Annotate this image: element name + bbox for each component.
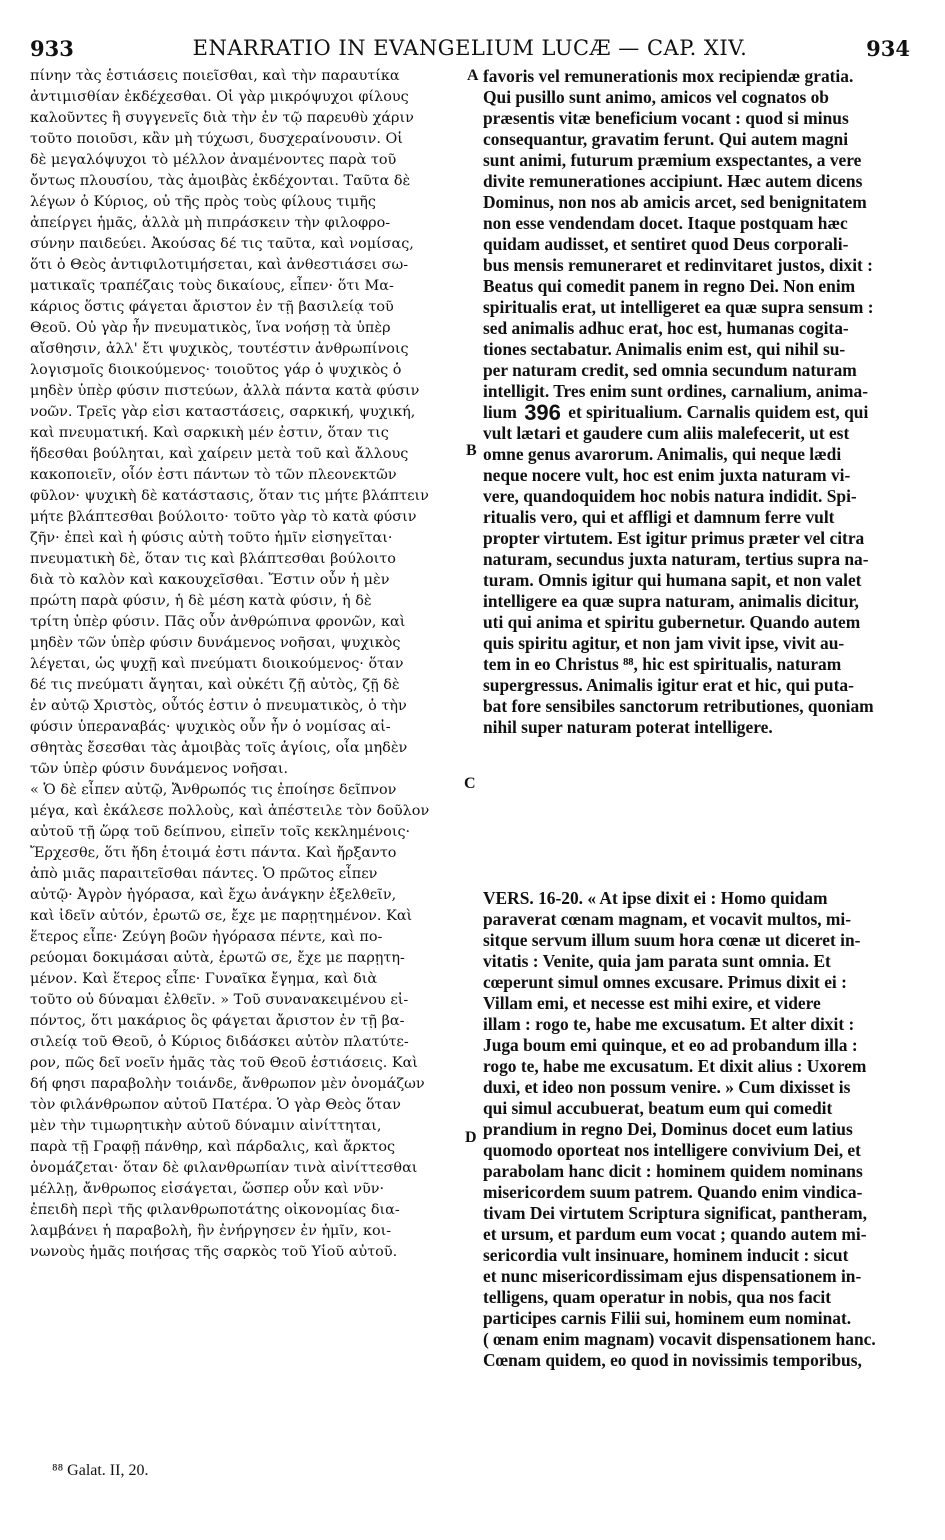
text-line: δὲ μεγαλόψυχοι τὸ μέλλον ἀναμένοντες παρὰ τοῦ <box>30 152 397 168</box>
text-line: τρίτη ὑπὲρ φύσιν. Πᾶς οὖν ἀνθρώπινα φρονῶν, καὶ <box>30 614 406 630</box>
text-line: participes carnis Filii sui, hominem eum nominat. <box>483 1308 852 1328</box>
text-line: consequantur, gravatim ferunt. Qui autem magni <box>483 129 849 149</box>
text-line: ἐν αὐτῷ Χριστὸς, οὗτός ἐστιν ὁ πνευματικὸς, ὁ τὴν <box>30 698 407 714</box>
text-line: μέλλῃ, ἄνθρωπος εἰσάγεται, ὥσπερ οὖν καὶ νῦν· <box>30 1181 385 1197</box>
text-line: propter virtutem. Est igitur primus præter vel citra <box>483 528 865 548</box>
text-line: τῶν ὑπὲρ φύσιν δυνάμενος νοῆσαι. <box>30 761 289 777</box>
text-line: ἀπείργει ἡμᾶς, ἀλλὰ μὴ πιπράσκειν τὴν φιλοφρο- <box>30 215 391 231</box>
text-line: μηδὲν ὑπὲρ φύσιν πιστεύων, ἀλλὰ πάντα κατὰ φύσιν <box>30 383 420 399</box>
latin-text-column-lower <box>483 888 911 1371</box>
text-line: φῦλον· ψυχικὴ δὲ κατάστασις, ὅταν τις μήτε βλάπτειν <box>30 488 429 504</box>
text-line: vitatis : Venite, quia jam parata sunt omnia. Et <box>483 951 831 971</box>
latin-text-column-upper <box>483 66 911 738</box>
text-line: αὐτοῦ τῇ ὥρᾳ τοῦ δείπνου, εἰπεῖν τοῖς κεκλημένοις· <box>30 824 411 840</box>
text-line: δή φησι παραβολὴν τοιάνδε, ἄνθρωπον μὲν ὀνομάζων <box>30 1076 425 1092</box>
text-line: sericordia vult insinuare, hominem inducit : sicut <box>483 1245 849 1265</box>
text-line: διὰ τὸ καλὸν καὶ κακουχεῖσθαι. Ἔστιν οὖν ἡ μὲν <box>30 572 390 588</box>
text-line: κάριος ὅστις φάγεται ἄριστον ἐν τῇ βασιλείᾳ τοῦ <box>30 299 394 315</box>
text-line: uti qui anima et spiritu gubernetur. Quando autem <box>483 612 861 632</box>
text-line: πνευματικὴ δὲ, ὅταν τις καὶ βλάπτεσθαι βούλοιτο <box>30 551 396 567</box>
text-line: σύνην παιδεύει. Ἀκούσας δέ τις ταῦτα, καὶ νομίσας, <box>30 236 414 252</box>
text-line: λέγεται, ὡς ψυχῇ καὶ πνεύματι διοικούμενος· ὅταν <box>30 656 404 672</box>
column-number-396: 396 <box>524 402 561 423</box>
text-line: σιλείᾳ τοῦ Θεοῦ, ὁ Κύριος διδάσκει αὐτὸν πλατύτε- <box>30 1034 409 1050</box>
page-number-left: 933 <box>30 36 74 61</box>
text-line: favoris vel remunerationis mox recipiendæ gratia. <box>483 66 854 86</box>
text-line: et ursum, et pardum eum vocat ; quando autem mi- <box>483 1224 867 1244</box>
text-line: μὲν τὴν τιμωρητικὴν αὐτοῦ δύναμιν αἰνίττηται, <box>30 1118 382 1134</box>
text-line: ritualis vero, qui et affligi et damnum ferre vult <box>483 507 835 527</box>
text-line: ἥδεσθαι βούληται, καὶ χαίρειν μετὰ τοῦ καὶ ἄλλους <box>30 446 409 462</box>
footnote: ⁸⁸ Galat. II, 20. <box>52 1462 149 1479</box>
running-title: ENARRATIO IN EVANGELIUM LUCÆ — CAP. XIV. <box>192 36 748 60</box>
text-line: sed animalis adhuc erat, hoc est, humanas cogita- <box>483 318 849 338</box>
page-number-right: 934 <box>866 36 910 61</box>
text-line: αὐτῷ· Ἀγρὸν ἠγόρασα, καὶ ἔχω ἀνάγκην ἐξελθεῖν, <box>30 887 397 903</box>
text-line: κακοποιεῖν, οἷόν ἐστι πάντων τὸ τῶν πλεονεκτῶν <box>30 467 397 483</box>
text-line: μηδὲν τῶν ὑπὲρ φύσιν δυνάμενος νοῆσαι, ψυχικὸς <box>30 635 401 651</box>
text-line: καὶ ἰδεῖν αὐτόν, ἐρωτῶ σε, ἔχε με παρῃτημένον. Καὶ <box>30 908 413 924</box>
page-header <box>30 36 910 66</box>
text-line: Ἔρχεσθε, ὅτι ἤδη ἑτοιμά ἐστι πάντα. Καὶ ἤρξαντο <box>30 845 397 861</box>
text-line: ὄντως πλουσίου, τὰς ἀμοιβὰς ἐκδέχονται. Ταῦτα δὲ <box>30 173 411 189</box>
text-line: qui simul accubuerat, beatum eum qui comedit <box>483 1098 833 1118</box>
text-line: φύσιν ὑπεραναβάς· ψυχικὸς οὖν ἦν ὁ νομίσας αἰ- <box>30 719 391 735</box>
text-line: sitque servum illum suum hora cœnæ ut diceret in- <box>483 930 861 950</box>
text-line: naturam, secundus juxta naturam, tertius supra na- <box>483 549 869 569</box>
text-line: λέγων ὁ Κύριος, οὐ τῆς πρὸς τοὺς φίλους τιμῆς <box>30 194 376 210</box>
text-line: tem in eo Christus ⁸⁸, hic est spiritualis, naturam <box>483 654 842 674</box>
text-line: nihil super naturam poterat intelligere. <box>483 717 773 737</box>
text-line: Qui pusillo sunt animo, amicos vel cognatos ob <box>483 87 829 107</box>
text-line: λογισμοῖς διοικούμενος· τοιοῦτος γάρ ὁ ψυχικὸς ὁ <box>30 362 402 378</box>
text-line: cœperunt simul omnes excusare. Primus dixit ei : <box>483 972 847 992</box>
text-line: quis spiritu agitur, et non jam vivit ipse, vivit au- <box>483 633 845 653</box>
text-line: « Ὁ δὲ εἶπεν αὐτῷ, Ἄνθρωπός τις ἐποίησε δεῖπνον <box>30 782 397 798</box>
text-line: et nunc misericordissimam ejus dispensationem in- <box>483 1266 862 1286</box>
text-line: ρεύομαι δοκιμάσαι αὐτὰ, ἐρωτῶ σε, ἔχε με παρῃτη- <box>30 950 405 966</box>
greek-text-column <box>30 66 458 1263</box>
text-line: ( œnam enim magnam) vocavit dispensationem hanc. <box>483 1329 876 1349</box>
text-line: vere, quandoquidem hoc nobis natura indidit. Spi- <box>483 486 857 506</box>
text-line: Villam emi, et necesse est mihi exire, et videre <box>483 993 821 1013</box>
text-line: αἴσθησιν, ἀλλ' ἔτι ψυχικὸς, τουτέστιν ἀνθρωπίνοις <box>30 341 409 357</box>
text-line: τοῦτο οὐ δύναμαι ἐλθεῖν. » Τοῦ συνανακειμένου εἰ- <box>30 992 409 1008</box>
text-line: misericordem suum patrem. Quando enim vindica- <box>483 1182 863 1202</box>
text-line: τοῦτο ποιοῦσι, κἂν μὴ τύχωσι, δυσχεραίνουσιν. Οἱ <box>30 131 403 147</box>
line-suffix: et spiritualium. Carnalis quidem est, qui <box>568 402 869 422</box>
text-line: Cœnam quidem, eo quod in novissimis temporibus, <box>483 1350 862 1370</box>
text-line: bus mensis remuneraret et redinvitaret justos, dixit : <box>483 255 873 275</box>
text-line: ὅτι ὁ Θεὸς ἀντιφιλοτιμήσεται, καὶ ἀνθεστιάσει σω- <box>30 257 409 273</box>
text-line: νοῶν. Τρεῖς γὰρ εἰσι καταστάσεις, σαρκική, ψυχική, <box>30 404 416 420</box>
text-line: νωνοὺς ἡμᾶς ποιήσας τῆς σαρκὸς τοῦ Υἱοῦ αὐτοῦ. <box>30 1244 398 1260</box>
text-line: καλοῦντες ἢ συγγενεῖς διὰ τὴν ἐν τῷ παρευθὺ χάριν <box>30 110 414 126</box>
margin-marker-d: D <box>465 1129 477 1146</box>
text-line: paraverat cœnam magnam, et vocavit multos, mi- <box>483 909 852 929</box>
text-line: supergressus. Animalis igitur erat et hic, qui puta- <box>483 675 854 695</box>
text-line: Dominus, non nos ab amicis arcet, sed benignitatem <box>483 192 867 212</box>
text-line: telligens, quam operatur in nobis, qua nos facit <box>483 1287 832 1307</box>
margin-marker-a: A <box>467 67 479 84</box>
margin-marker-b: B <box>466 442 477 459</box>
text-line: intelligit. Tres enim sunt ordines, carnalium, anima- <box>483 381 869 401</box>
text-line: rogo te, habe me excusatum. Et dixit alius : Uxorem <box>483 1056 867 1076</box>
text-line: præsentis vitæ beneficium vocant : quod si minus <box>483 108 849 128</box>
text-line: ἀντιμισθίαν ἐκδέχεσθαι. Οἱ γὰρ μικρόψυχοι φίλους <box>30 89 409 105</box>
text-line: duxi, et ideo non possum venire. » Cum dixisset is <box>483 1077 851 1097</box>
text-line: ζῆν· ἐπεὶ καὶ ἡ φύσις αὐτὴ τοῦτο ἡμῖν εἰσηγεῖται· <box>30 530 393 546</box>
text-line: πρώτη παρὰ φύσιν, ἡ δὲ μέση κατὰ φύσιν, ἡ δὲ <box>30 593 372 609</box>
text-line: omne genus avarorum. Animalis, qui neque lædi <box>483 444 842 464</box>
text-line: per naturam credit, sed omnia secundum naturam <box>483 360 857 380</box>
text-line: quidam audisset, et sentiret quod Deus corporali- <box>483 234 849 254</box>
text-line: spiritualis erat, ut intelligeret ea quæ supra sensum : <box>483 297 874 317</box>
text-line: ματικαῖς τραπέζαις τοὺς δικαίους, εἶπεν· ὅτι Μα- <box>30 278 394 294</box>
text-line: ρον, πῶς δεῖ νοεῖν ἡμᾶς τὰς τοῦ Θεοῦ ἑστιάσεις. Καὶ <box>30 1055 418 1071</box>
text-line: neque nocere vult, hoc est enim juxta naturam vi- <box>483 465 851 485</box>
text-line: Θεοῦ. Οὐ γὰρ ἦν πνευματικὸς, ἵνα νοήσῃ τὰ ὑπὲρ <box>30 320 391 336</box>
text-line: τὸν φιλάνθρωπον αὐτοῦ Πατέρα. Ὁ γὰρ Θεὸς ὅταν <box>30 1097 401 1113</box>
text-line: μέγα, καὶ ἐκάλεσε πολλοὺς, καὶ ἀπέστειλε τὸν δοῦλον <box>30 803 430 819</box>
text-line: illam : rogo te, habe me excusatum. Et alter dixit : <box>483 1014 855 1034</box>
text-line: σθητὰς ἔσεσθαι τὰς ἀμοιβὰς τοῖς ἁγίοις, οἷα μηδὲν <box>30 740 408 756</box>
text-line-with-column-number <box>483 402 911 423</box>
text-line: δέ τις πνεύματι ἄγηται, καὶ οὐκέτι ζῇ αὐτὸς, ζῇ δὲ <box>30 677 400 693</box>
text-line: tiones sectabatur. Animalis enim est, qui nihil su- <box>483 339 846 359</box>
text-line: πόντος, ὅτι μακάριος ὃς φάγεται ἄριστον ἐν τῇ βα- <box>30 1013 405 1029</box>
text-line: sunt animi, futurum præmium exspectantes, a vere <box>483 150 862 170</box>
text-line: tivam Dei virtutem Scriptura significat, pantheram, <box>483 1203 867 1223</box>
text-line: παρὰ τῇ Γραφῇ πάνθηρ, καὶ πάρδαλις, καὶ ἄρκτος <box>30 1139 396 1155</box>
text-line: μένον. Καὶ ἕτερος εἶπε· Γυναῖκα ἔγημα, καὶ διὰ <box>30 971 378 987</box>
text-line: non esse vendendam docet. Itaque postquam hæc <box>483 213 848 233</box>
text-line: ἀπὸ μιᾶς παραιτεῖσθαι πάντες. Ὁ πρῶτος εἶπεν <box>30 866 378 882</box>
text-line: Beatus qui comedit panem in regno Dei. Non enim <box>483 276 856 296</box>
text-line: ὀνομάζεται· ὅταν δὲ φιλανθρωπίαν τινὰ αἰνίττεσθαι <box>30 1160 418 1176</box>
text-line: vult lætari et gaudere cum aliis malefecerit, ut est <box>483 423 850 443</box>
text-line: πίνην τὰς ἑστιάσεις ποιεῖσθαι, καὶ τὴν παραυτίκα <box>30 68 400 84</box>
text-line: prandium in regno Dei, Dominus docet eum latius <box>483 1119 853 1139</box>
latin-text-block <box>483 423 911 738</box>
latin-text-block <box>483 66 911 402</box>
text-line: Juga boum emi quinque, et eo ad probandum illa : <box>483 1035 858 1055</box>
text-line: μήτε βλάπτεσθαι βούλοιτο· τοῦτο γὰρ τὸ κατὰ φύσιν <box>30 509 417 525</box>
text-line: divite remunerationes accipiunt. Hæc autem dicens <box>483 171 863 191</box>
line-prefix: lium <box>483 402 517 422</box>
text-line: bat fore sensibiles sanctorum retributiones, quoniam <box>483 696 874 716</box>
margin-marker-c: C <box>464 775 476 792</box>
text-line: parabolam hanc dicit : hominem quidem nominans <box>483 1161 863 1181</box>
text-line: quomodo oporteat nos intelligere convivium Dei, et <box>483 1140 861 1160</box>
text-line: turam. Omnis igitur qui humana sapit, et non valet <box>483 570 862 590</box>
text-line: intelligere ea quæ supra naturam, animalis dicitur, <box>483 591 859 611</box>
text-line: λαμβάνει ἡ παραβολὴ, ἣν ἐνήργησεν ἐν ἡμῖν, κοι- <box>30 1223 392 1239</box>
text-line: VERS. 16-20. « At ipse dixit ei : Homo quidam <box>483 888 828 908</box>
text-line: καὶ πνευματική. Καὶ σαρκικὴ μέν ἐστιν, ὅταν τις <box>30 425 389 441</box>
text-line: ἐπειδὴ περὶ τῆς φιλανθρωποτάτης οἰκονομίας δια- <box>30 1202 400 1218</box>
text-line: ἕτερος εἶπε· Ζεύγη βοῶν ἠγόρασα πέντε, καὶ πο- <box>30 929 383 945</box>
